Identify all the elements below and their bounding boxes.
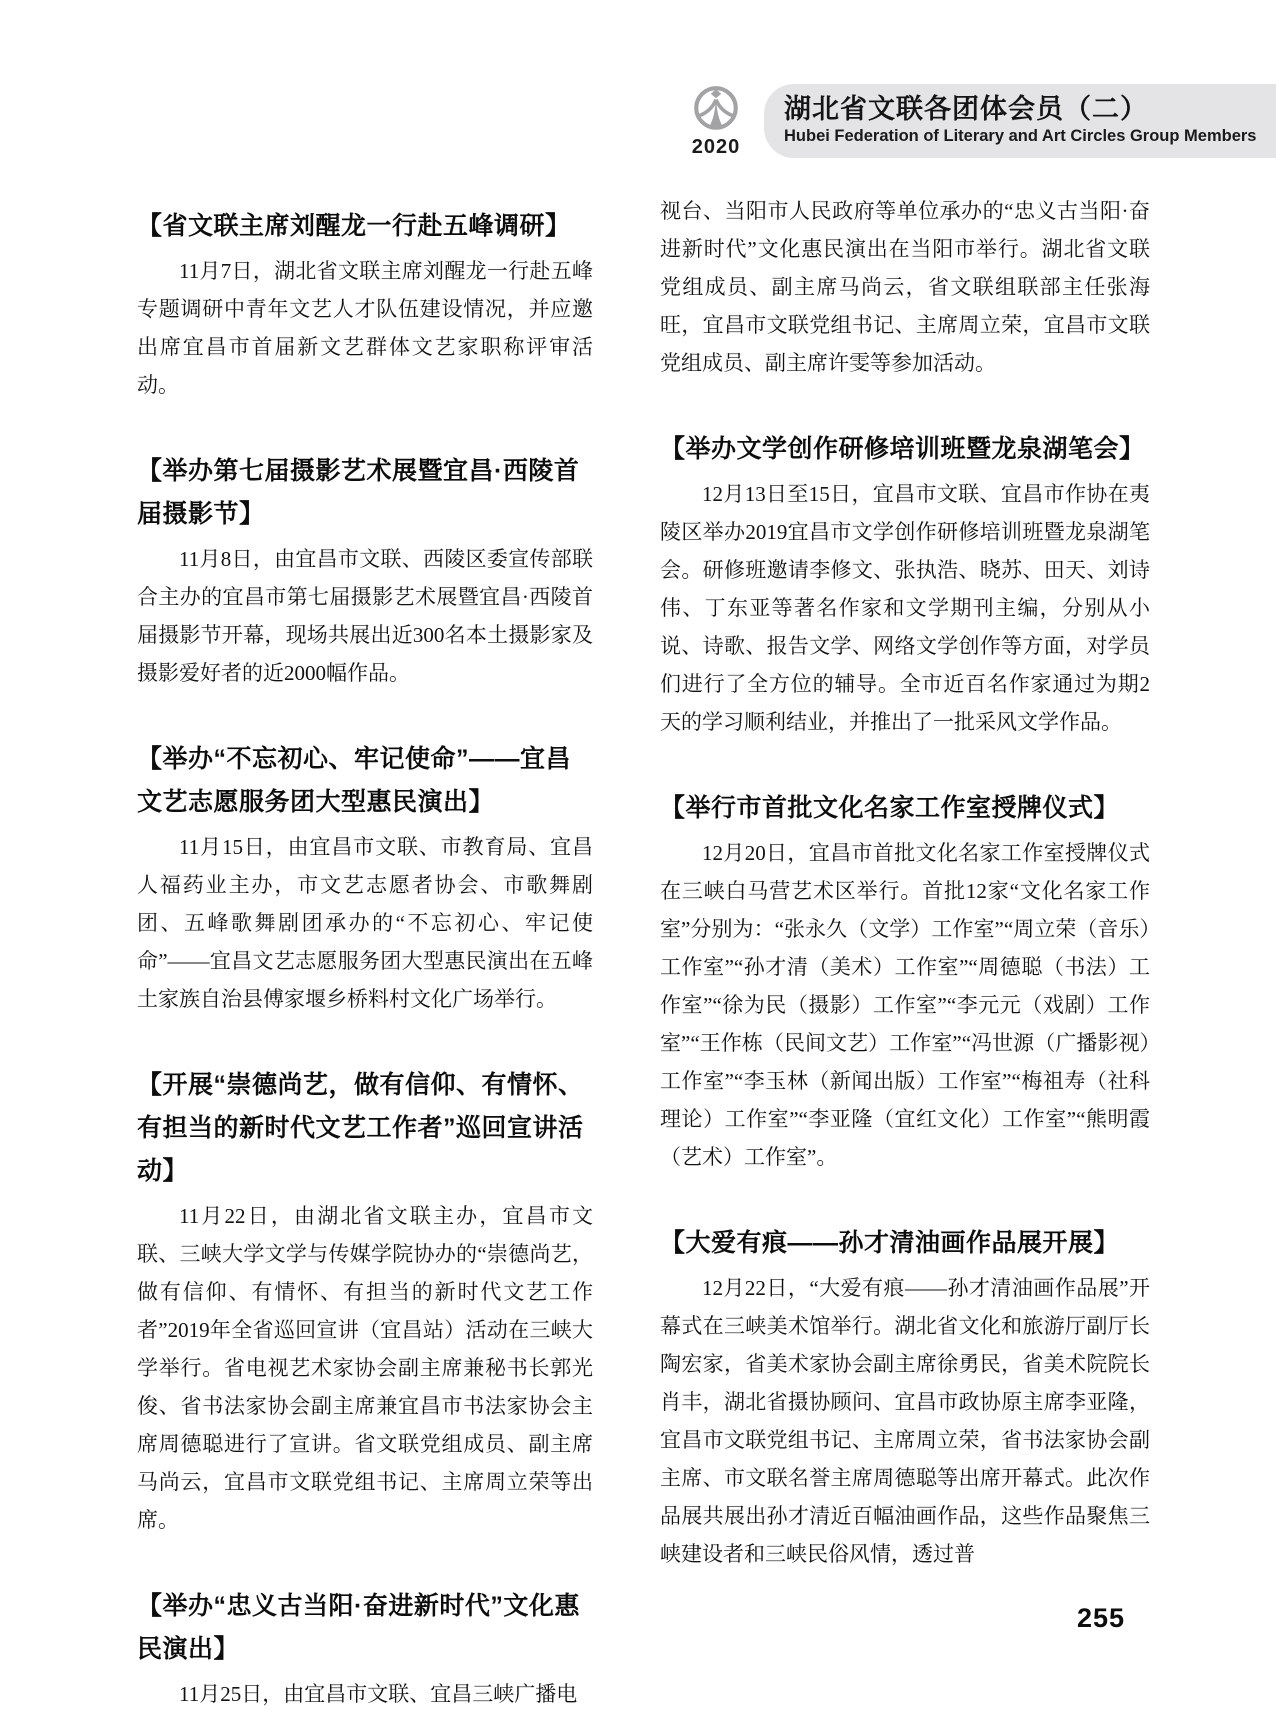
article-section	[660, 1222, 1150, 1573]
section-body: 12月20日，宜昌市首批文化名家工作室授牌仪式在三峡白马营艺术区举行。首批12家“文化名家工作室”分别为：“张永久（文学）工作室”“周立荣（音乐）工作室”“孙才清（美术）工作室”“周德聪（书法）工作室”“徐为民（摄影）工作室”“李元元（戏剧）工作室”“王作栋（民间文艺）工作室”“冯世源（广播影视）工作室”“李玉林（新闻出版）工作室”“梅祖寿（社科理论）工作室”“李亚隆（宜红文化）工作室”“熊明霞（艺术）工作室”。	[660, 841, 1150, 1169]
section-body: 11月7日，湖北省文联主席刘醒龙一行赴五峰专题调研中青年文艺人才队伍建设情况，并应邀出席宜昌市首届新文艺群体文艺家职称评审活动。	[137, 259, 593, 397]
section-title: 【举办文学创作研修培训班暨龙泉湖笔会】	[660, 435, 1145, 463]
federation-emblem-icon	[690, 84, 742, 134]
section-title: 【大爱有痕——孙才清油画作品展开展】	[660, 1229, 1120, 1257]
section-body: 11月15日，由宜昌市文联、市教育局、宜昌人福药业主办，市文艺志愿者协会、市歌舞剧团、五峰歌舞剧团承办的“不忘初心、牢记使命”——宜昌文艺志愿服务团大型惠民演出在五峰土家族自治县傅家堰乡桥料村文化广场举行。	[137, 835, 593, 1011]
article-section	[137, 1064, 593, 1539]
section-body: 11月22日，由湖北省文联主办，宜昌市文联、三峡大学文学与传媒学院协办的“崇德尚艺，做有信仰、有情怀、有担当的新时代文艺工作者”2019年全省巡回宣讲（宜昌站）活动在三峡大学举行。省电视艺术家协会副主席兼秘书长郭光俊、省书法家协会副主席兼宜昌市书法家协会主席周德聪进行了宣讲。省文联党组成员、副主席马尚云，宜昌市文联党组书记、主席周立荣等出席。	[137, 1204, 593, 1532]
header-title-en: Hubei Federation of Literary and Art Circles Group Members	[784, 127, 1257, 145]
section-body: 12月13日至15日，宜昌市文联、宜昌市作协在夷陵区举办2019宜昌市文学创作研修培训班暨龙泉湖笔会。研修班邀请李修文、张执浩、晓苏、田天、刘诗伟、丁东亚等著名作家和文学期刊主编，分别从小说、诗歌、报告文学、网络文学创作等方面，对学员们进行了全方位的辅导。全市近百名作家通过为期2天的学习顺利结业，并推出了一批采风文学作品。	[660, 482, 1150, 734]
section-title: 【举办“不忘初心、牢记使命”——宜昌文艺志愿服务团大型惠民演出】	[137, 745, 572, 816]
section-body: 11月25日，由宜昌市文联、宜昌三峡广播电	[179, 1682, 578, 1706]
section-title: 【开展“崇德尚艺，做有信仰、有情怀、有担当的新时代文艺工作者”巡回宣讲活动】	[137, 1071, 584, 1185]
section-title: 【举行市首批文化名家工作室授牌仪式】	[660, 794, 1120, 822]
article-section	[137, 205, 593, 404]
section-title: 【举办第七届摄影艺术展暨宜昌·西陵首届摄影节】	[137, 457, 580, 528]
section-title: 【举办“忠义古当阳·奋进新时代”文化惠民演出】	[137, 1592, 580, 1663]
logo-year: 2020	[691, 136, 741, 158]
article-section	[660, 787, 1150, 1176]
continuation-paragraph: 视台、当阳市人民政府等单位承办的“忠义古当阳·奋进新时代”文化惠民演出在当阳市举行。湖北省文联党组成员、副主席马尚云，省文联组联部主任张海旺，宜昌市文联党组书记、主席周立荣，宜昌市文联党组成员、副主席许雯等参加活动。	[660, 199, 1150, 375]
federation-logo	[688, 84, 744, 159]
article-section	[137, 1585, 593, 1713]
header-banner	[764, 84, 1276, 158]
article-section	[137, 738, 593, 1018]
section-title: 【省文联主席刘醒龙一行赴五峰调研】	[137, 212, 571, 240]
page-number: 255	[1076, 1603, 1125, 1633]
section-body: 11月8日，由宜昌市文联、西陵区委宣传部联合主办的宜昌市第七届摄影艺术展暨宜昌·西陵首届摄影节开幕，现场共展出近300名本土摄影家及摄影爱好者的近2000幅作品。	[137, 547, 593, 685]
right-column	[660, 192, 1150, 1573]
header-title-zh: 湖北省文联各团体会员（二）	[784, 94, 1148, 124]
article-section	[137, 450, 593, 692]
section-body: 12月22日，“大爱有痕——孙才清油画作品展”开幕式在三峡美术馆举行。湖北省文化和旅游厅副厅长陶宏家，省美术家协会副主席徐勇民，省美术院院长肖丰，湖北省摄协顾问、宜昌市政协原主席李亚隆，宜昌市文联党组书记、主席周立荣，省书法家协会副主席、市文联名誉主席周德聪等出席开幕式。此次作品展共展出孙才清近百幅油画作品，这些作品聚焦三峡建设者和三峡民俗风情，透过普	[660, 1276, 1150, 1566]
left-column	[137, 205, 593, 1713]
article-section	[660, 428, 1150, 741]
